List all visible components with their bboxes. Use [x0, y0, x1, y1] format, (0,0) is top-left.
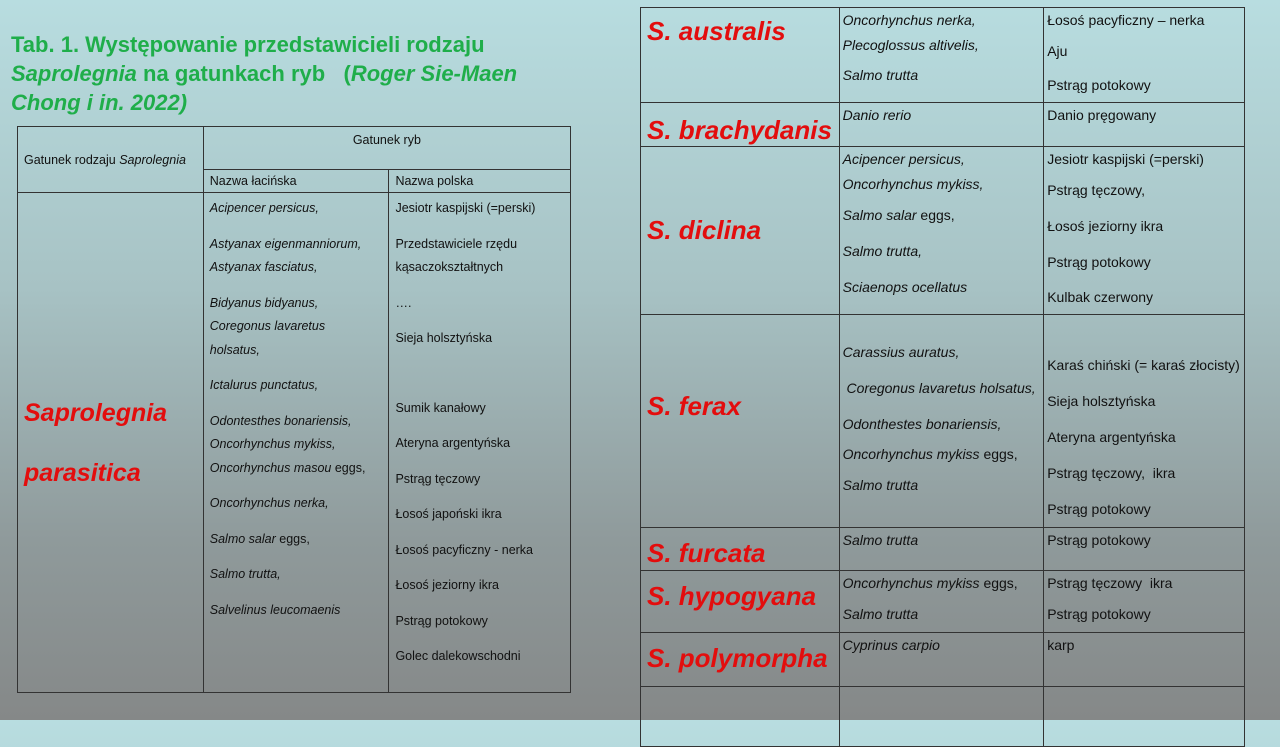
- list-item: Pstrąg tęczowy ikra: [1047, 575, 1173, 591]
- polish-cell: [1044, 103, 1245, 147]
- list-item: Oncorhynchus mykiss eggs,: [842, 575, 1018, 591]
- list-item: Salmo salar eggs,: [209, 531, 310, 546]
- empty-cell: [839, 687, 1044, 747]
- list-item: Salmo trutta: [842, 532, 919, 548]
- list-item: Coregonus lavaretus holsatus,: [842, 380, 1036, 396]
- species-name-line1: Saprolegnia: [24, 398, 168, 427]
- list-item: Sieja holsztyńska: [1047, 393, 1156, 409]
- header-latin: Nazwa łacińska: [203, 170, 389, 193]
- list-item: karp: [1047, 637, 1075, 653]
- list-item: Salmo trutta: [842, 477, 919, 493]
- latin-cell: [839, 571, 1044, 633]
- species-cell: S. polymorpha: [641, 633, 840, 687]
- list-item: Oncorhynchus mykiss eggs,: [842, 446, 1018, 462]
- list-item: Oncorhynchus masou eggs,: [209, 460, 366, 475]
- list-item: Salmo trutta,: [209, 567, 281, 581]
- list-item: Pstrąg tęczowy, ikra: [1047, 465, 1176, 481]
- list-item: Łosoś jeziorny ikra: [395, 578, 499, 592]
- list-item: Bidyanus bidyanus,: [209, 295, 319, 310]
- list-item: Coregonus lavaretus: [209, 319, 326, 333]
- list-item: Przedstawiciele rzędu: [395, 236, 518, 251]
- list-item: Acipencer persicus,: [842, 151, 965, 167]
- species-cell-parasitica: [18, 193, 204, 693]
- list-item: Pstrąg potokowy: [395, 613, 488, 628]
- polish-cell: [1044, 8, 1245, 103]
- species-cell: S. hypogyana: [641, 571, 840, 633]
- species-cell: S. australis: [641, 8, 840, 103]
- list-item: Salmo trutta: [842, 67, 919, 83]
- table-row-empty: [641, 687, 1245, 747]
- table-row: [641, 571, 1245, 633]
- latin-cell: [839, 103, 1044, 147]
- title-rest: na gatunkach ryb (: [136, 61, 351, 86]
- header-species-genus: Saprolegnia: [119, 152, 186, 167]
- list-item: holsatus,: [209, 342, 260, 357]
- list-item: Łosoś pacyficzny - nerka: [395, 542, 534, 557]
- list-item: Pstrąg tęczowy,: [1047, 182, 1145, 198]
- table-row: [641, 528, 1245, 571]
- list-item: Pstrąg potokowy: [1047, 606, 1151, 622]
- title-line1: Tab. 1. Występowanie przedstawicieli rodzaju: [11, 32, 485, 57]
- list-item: Odonthestes bonariensis,: [842, 416, 1002, 432]
- species-name-line2: parasitica: [24, 458, 141, 487]
- table-row: [641, 147, 1245, 315]
- list-item: Pstrąg potokowy: [1047, 532, 1151, 548]
- list-item: Kulbak czerwony: [1047, 289, 1154, 305]
- list-item: Sieja holsztyńska: [395, 331, 493, 345]
- list-item: Łosoś japoński ikra: [395, 507, 502, 521]
- list-item: Danio pręgowany: [1047, 107, 1157, 123]
- list-item: Danio rerio: [842, 107, 912, 123]
- table-row: [641, 103, 1245, 147]
- list-item: Acipencer persicus,: [209, 201, 319, 215]
- list-item: Łosoś pacyficzny – nerka: [1047, 12, 1205, 28]
- latin-cell: [839, 528, 1044, 571]
- right-table: [640, 7, 1245, 747]
- list-item: Ateryna argentyńska: [395, 436, 511, 450]
- table-row: [641, 315, 1245, 528]
- list-item: Jesiotr kaspijski (=perski): [1047, 151, 1204, 167]
- list-item: kąsaczokształtnych: [395, 260, 504, 274]
- list-item: Astyanax fasciatus,: [209, 260, 318, 274]
- polish-cell: [1044, 147, 1245, 315]
- list-item: Pstrąg potokowy: [1047, 254, 1151, 270]
- empty-cell: [641, 687, 840, 747]
- list-item: Pstrąg potokowy: [1047, 77, 1151, 93]
- list-item: Salmo trutta,: [842, 243, 922, 259]
- species-cell: S. ferax: [641, 315, 840, 528]
- empty-cell: [1044, 687, 1245, 747]
- list-item: Salvelinus leucomaenis: [209, 602, 341, 617]
- species-cell: S. diclina: [641, 147, 840, 315]
- species-cell: S. furcata: [641, 528, 840, 571]
- list-item: Salmo trutta: [842, 606, 919, 622]
- list-item: Plecoglossus altivelis,: [842, 37, 979, 53]
- polish-cell: [1044, 633, 1245, 687]
- list-item: Oncorhynchus mykiss,: [209, 437, 336, 451]
- table-row: [641, 8, 1245, 103]
- left-table: [17, 126, 571, 693]
- list-item: Pstrąg tęczowy: [395, 471, 481, 486]
- list-item: Cyprinus carpio: [842, 637, 940, 653]
- list-item: Karaś chiński (= karaś złocisty): [1047, 357, 1240, 373]
- list-item: Astyanax eigenmanniorum,: [209, 236, 362, 251]
- list-item: Salmo salar eggs,: [842, 207, 955, 223]
- latin-cell: [839, 633, 1044, 687]
- list-item: Odontesthes bonariensis,: [209, 413, 352, 428]
- list-item: Łosoś jeziorny ikra: [1047, 218, 1164, 234]
- polish-names-cell: [389, 193, 571, 693]
- polish-cell: [1044, 315, 1245, 528]
- header-species-text: Gatunek rodzaju: [24, 152, 120, 167]
- latin-cell: [839, 147, 1044, 315]
- latin-names-cell: [203, 193, 389, 693]
- table-row: [641, 633, 1245, 687]
- polish-cell: [1044, 571, 1245, 633]
- title-citation: Roger Sie-Maen Chong i in. 2022): [11, 61, 518, 115]
- list-item: Golec dalekowschodni: [395, 649, 521, 663]
- list-item: Sumik kanałowy: [395, 400, 486, 415]
- list-item: Oncorhynchus nerka,: [842, 12, 976, 28]
- list-item: Ictalurus punctatus,: [209, 378, 319, 392]
- species-cell: S. brachydanis: [641, 103, 840, 147]
- list-item: Pstrąg potokowy: [1047, 501, 1151, 517]
- latin-cell: [839, 315, 1044, 528]
- list-item: Sciaenops ocellatus: [842, 279, 968, 295]
- polish-cell: [1044, 528, 1245, 571]
- list-item: Oncorhynchus mykiss,: [842, 176, 984, 192]
- list-item: ….: [395, 295, 412, 310]
- latin-cell: [839, 8, 1044, 103]
- list-item: Aju: [1047, 43, 1068, 59]
- list-item: Ateryna argentyńska: [1047, 429, 1176, 445]
- header-fish: Gatunek ryb: [203, 127, 570, 170]
- header-species-cell: [18, 127, 204, 193]
- slide-title: [11, 30, 581, 117]
- header-polish: Nazwa polska: [389, 170, 571, 193]
- title-genus: Saprolegnia: [11, 61, 137, 86]
- list-item: Oncorhynchus nerka,: [209, 496, 329, 510]
- list-item: Jesiotr kaspijski (=perski): [395, 201, 536, 215]
- list-item: Carassius auratus,: [842, 344, 960, 360]
